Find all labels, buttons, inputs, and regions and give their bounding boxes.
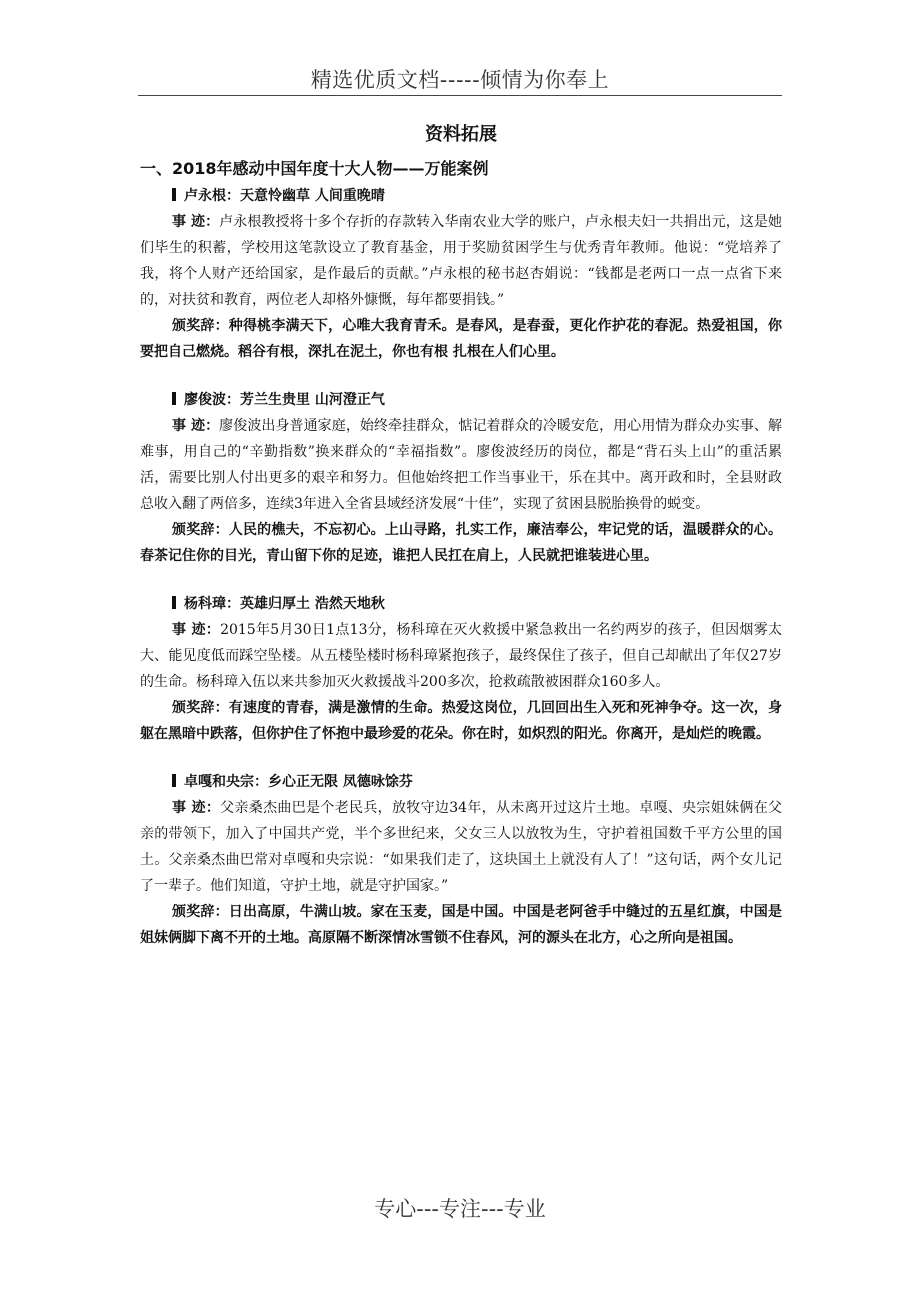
deeds-label: 事 迹：	[172, 418, 220, 434]
deeds-paragraph	[140, 617, 782, 695]
person-heading-text: 杨科璋：英雄归厚土 浩然天地秋	[184, 596, 385, 612]
deeds-paragraph	[140, 209, 782, 313]
award-label: 颁奖辞：	[172, 904, 229, 920]
person-heading-text: 廖俊波：芳兰生贵里 山河澄正气	[184, 392, 385, 408]
award-label: 颁奖辞：	[172, 318, 229, 334]
deeds-label: 事 迹：	[172, 800, 221, 816]
award-paragraph	[140, 695, 782, 747]
deeds-label: 事 迹：	[172, 214, 220, 230]
heading-bar-marker	[172, 774, 176, 787]
document-body	[140, 120, 782, 973]
award-paragraph	[140, 313, 782, 365]
heading-bar-marker	[172, 596, 176, 609]
deeds-text: 卢永根教授将十多个存折的存款转入华南农业大学的账户，卢永根夫妇一共捐出元，这是她们毕生的积蓄，学校用这笔款设立了教育基金，用于奖励贫困学生与优秀青年教师。他说：“党培养了我，将个人财产还给国家，是作最后的贡献。”卢永根的秘书赵杏娟说：“钱都是老两口一点一点省下来的，对扶贫和教育，两位老人却格外慷慨，每年都要捐钱。”	[140, 214, 783, 308]
person-heading	[140, 769, 782, 795]
person-entry-yang-kezhang	[140, 591, 782, 747]
person-heading	[140, 183, 782, 209]
award-paragraph	[140, 899, 782, 951]
heading-bar-marker	[172, 188, 176, 201]
person-heading-text: 卢永根：天意怜幽草 人间重晚晴	[184, 188, 385, 204]
deeds-paragraph	[140, 413, 782, 517]
deeds-label: 事 迹：	[172, 622, 221, 638]
deeds-text: 廖俊波出身普通家庭，始终牵挂群众，惦记着群众的冷暖安危，用心用情为群众办实事、解难事，用自己的“辛勤指数”换来群众的“幸福指数”。廖俊波经历的岗位，都是“背石头上山”的重活累活，需要比别人付出更多的艰辛和努力。但他始终把工作当事业干，乐在其中。离开政和时，全县财政总收入翻了两倍多，连续3年进入全省县域经济发展“十佳”，实现了贫困县脱胎换骨的蜕变。	[140, 418, 783, 512]
person-heading-text: 卓嘎和央宗：乡心正无限 凤德咏馀芬	[184, 774, 413, 790]
document-title: 资料拓展	[425, 124, 497, 145]
person-entry-lu-yonggen	[140, 183, 782, 365]
award-label: 颁奖辞：	[172, 700, 229, 716]
page-footer: 专心---专注---专业	[374, 1197, 546, 1221]
deeds-paragraph	[140, 795, 782, 899]
award-paragraph	[140, 517, 782, 569]
heading-bar-marker	[172, 392, 176, 405]
person-heading	[140, 591, 782, 617]
section-heading: 一、2018年感动中国年度十大人物——万能案例	[140, 159, 489, 178]
award-text: 有速度的青春，满是激情的生命。热爱这岗位，几回回出生入死和死神争夺。这一次，身躯在黑暗中跌落，但你护住了怀抱中最珍爱的花朵。你在时，如炽烈的阳光。你离开，是灿烂的晚霞。	[140, 700, 783, 742]
deeds-text: 父亲桑杰曲巴是个老民兵，放牧守边34年，从未离开过这片土地。卓嘎、央宗姐妹俩在父亲的带领下，加入了中国共产党，半个多世纪来，父女三人以放牧为生，守护着祖国数千平方公里的国土。父亲桑杰曲巴常对卓嘎和央宗说：“如果我们走了，这块国土上就没有人了！”这句话，两个女儿记了一辈子。他们知道，守护土地，就是守护国家。”	[140, 800, 783, 894]
person-heading	[140, 387, 782, 413]
page-header: 精选优质文档-----倾情为你奉上	[310, 68, 610, 92]
award-label: 颁奖辞：	[172, 522, 229, 538]
award-text: 人民的樵夫，不忘初心。上山寻路，扎实工作，廉洁奉公，牢记党的话，温暖群众的心。春茶记住你的目光，青山留下你的足迹，谁把人民扛在肩上，人民就把谁装进心里。	[140, 522, 783, 564]
award-text: 种得桃李满天下，心唯大我育青禾。是春风，是春蚕，更化作护花的春泥。热爱祖国，你要把自己燃烧。稻谷有根，深扎在泥土，你也有根 扎根在人们心里。	[140, 318, 783, 360]
deeds-text: 2015年5月30日1点13分，杨科璋在灭火救援中紧急救出一名约两岁的孩子，但因烟雾太大、能见度低而踩空坠楼。从五楼坠楼时杨科璋紧抱孩子，最终保住了孩子，但自己却献出了年仅27岁的生命。杨科璋入伍以来共参加灭火救援战斗200多次，抢救疏散被困群众160多人。	[140, 622, 783, 690]
header-divider	[138, 95, 782, 96]
award-text: 日出高原，牛满山坡。家在玉麦，国是中国。中国是老阿爸手中缝过的五星红旗，中国是姐妹俩脚下离不开的土地。高原隔不断深情冰雪锁不住春风，河的源头在北方，心之所向是祖国。	[140, 904, 783, 946]
person-entry-liao-junbo	[140, 387, 782, 569]
person-entry-zhuoga-yangzong	[140, 769, 782, 951]
